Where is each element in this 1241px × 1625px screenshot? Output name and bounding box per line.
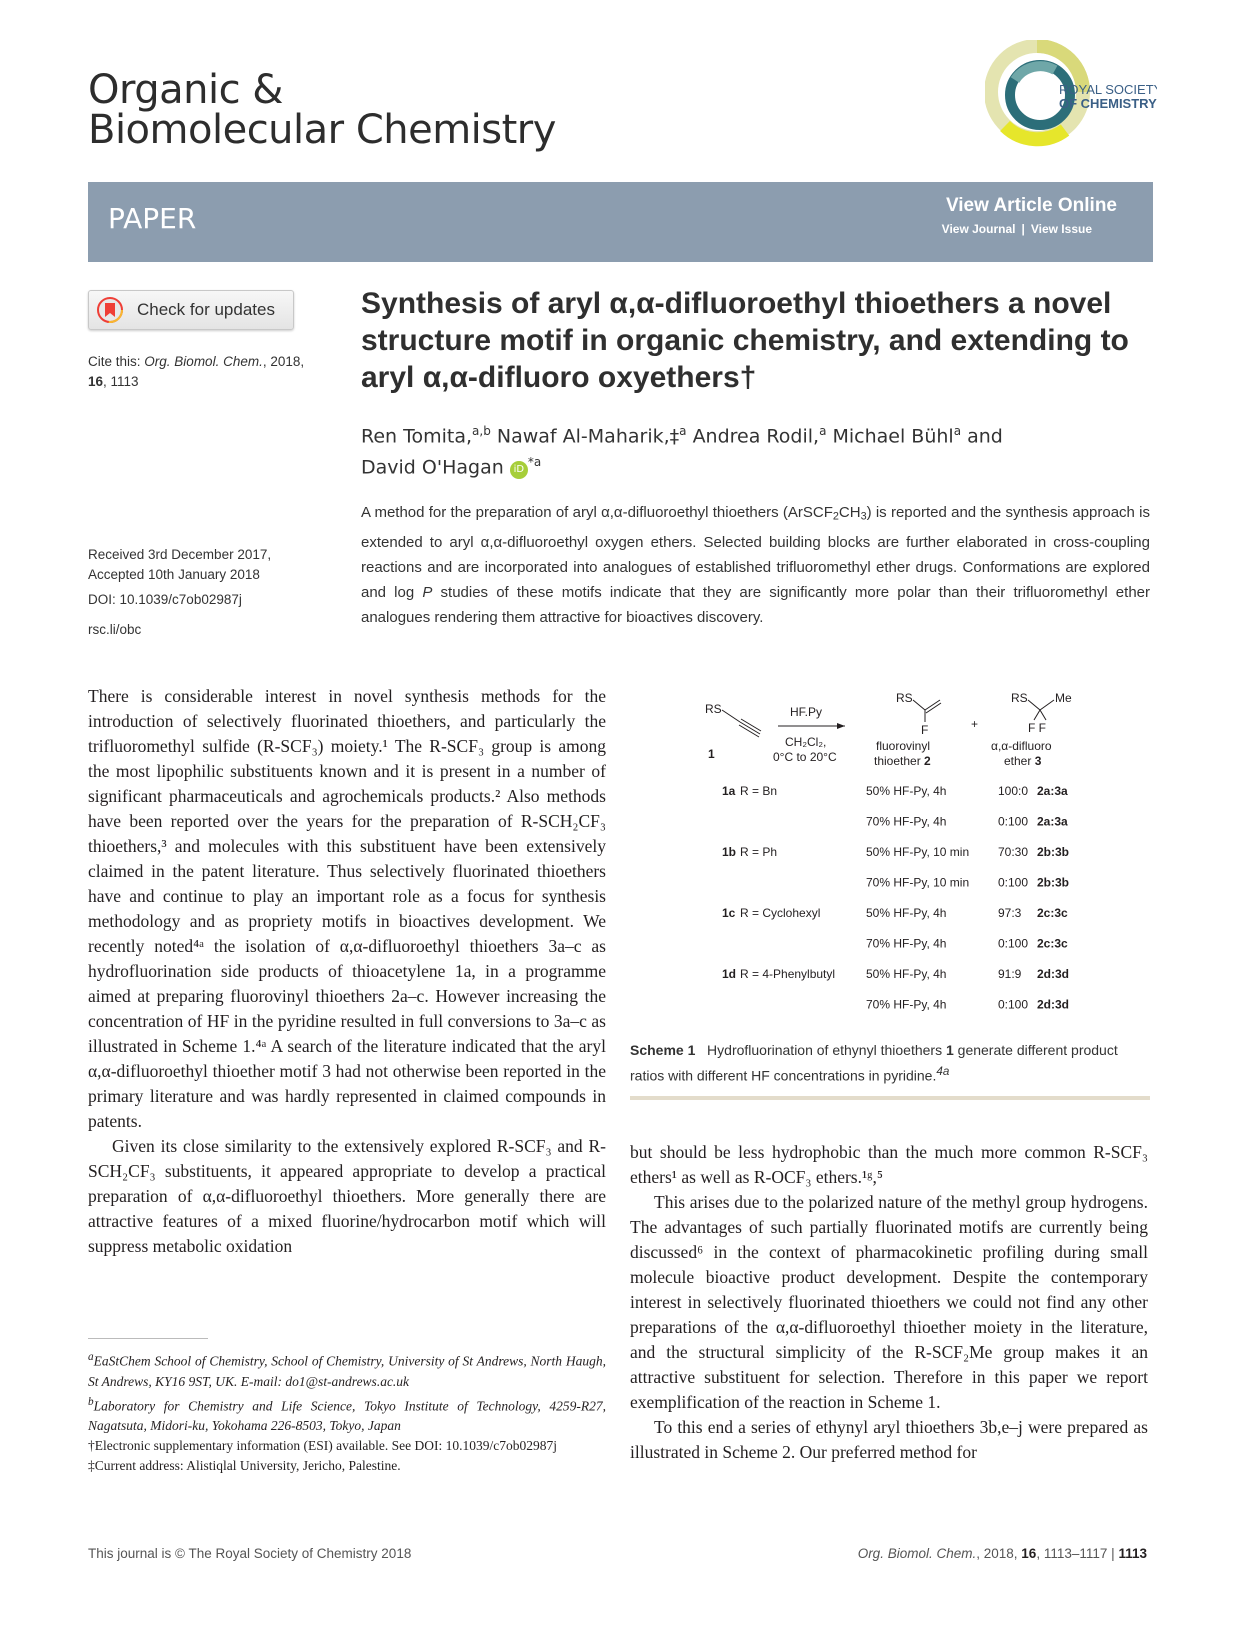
product3-name: α,α-difluoro	[991, 739, 1052, 753]
footnote-divider	[88, 1338, 208, 1339]
body-paragraph: but should be less hydrophobic than the much more common R-SCF₃ ethers¹ as well as R-OCF₃ ethers.¹ᵍ,⁵	[630, 1142, 1148, 1187]
product3-name-2	[1004, 754, 1042, 768]
rsc-logo[interactable]	[985, 40, 1157, 152]
abstract-logp: P	[422, 583, 433, 601]
row-products: 2a:3a	[1037, 784, 1068, 798]
reactant-label: RS	[705, 702, 722, 716]
row-conditions: 50% HF-Py, 4h	[866, 967, 947, 981]
author: Nawaf Al-Maharik,‡	[496, 425, 680, 448]
row-compound: 1d	[722, 967, 737, 981]
body-paragraph: This arises due to the polarized nature of the methyl group hydrogens. The advantages of such partially fluorinated motifs are currently being discussed⁶ in the context of pharmacokinetic profiling during small molecule bioactive product development. Despite the contemporary interest in selectively fluorinated thioethers we could not find any other preparations of the α,α-difluoroethyl thioether moiety in the literature, and the structural simplicity of the R-SCF₂Me group makes it an attractive substituent for selection. Therefore in this paper we report exemplification of the reaction in Scheme 1.	[630, 1192, 1148, 1412]
row-products: 2d:3d	[1037, 967, 1070, 981]
product2-name: fluorovinyl	[876, 739, 931, 753]
product2-number: 2	[924, 754, 931, 768]
check-for-updates-button[interactable]	[88, 290, 294, 330]
page-number: 1113	[1118, 1546, 1147, 1561]
row-products: 2c:3c	[1037, 906, 1068, 920]
body-left-column	[88, 684, 606, 1259]
product2-fluorine: F	[921, 723, 929, 737]
citation	[88, 352, 338, 392]
row-conditions: 70% HF-Py, 4h	[866, 814, 947, 829]
orcid-icon[interactable]: iD	[510, 461, 528, 479]
scheme-caption	[630, 1040, 1150, 1087]
row-conditions: 70% HF-Py, 10 min	[866, 875, 970, 890]
row-ratio: 0:100	[998, 814, 1029, 829]
crossmark-icon	[97, 297, 123, 323]
author: Michael Bühl	[832, 425, 954, 448]
caption-text: Hydrofluorination of ethynyl thioethers	[707, 1042, 943, 1058]
check-for-updates-label: Check for updates	[137, 300, 275, 319]
cite-volume: 16	[88, 374, 104, 389]
body-paragraph: There is considerable interest in novel synthesis methods for the introduction of selectively fluorinated thioethers, and particularly the trifluoromethyl sulfide (R-SCF₃) moiety.¹ The R-SCF₃ group is among the most lipophilic substituents known and it is present in a number of significant pharmaceuticals and agrochemicals products.² Also methods have been reported over the years for the preparation of R-SCH₂CF₃ thioethers,³ and molecules with this substituent have been extensively claimed in the patent literature. Thus selectively fluorinated thioethers have and continue to play an important role as a focus for synthesis methodology and as propriety motifs in bioactives development. We recently noted⁴ᵃ the isolation of α,α-difluoroethyl thioethers 3a–c as hydrofluorination side products of thioacetylene 1a, in a programme aimed at preparing fluorovinyl thioethers 2a–c. However increasing the concentration of HF in the pyridine resulted in full conversions to 3a–c as illustrated in Scheme 1.⁴ᵃ A search of the literature indicated that the aryl α,α-difluoroethyl thioether motif 3 had not otherwise been reported in the primary literature and was hardly represented in claimed compounds in patents.	[88, 686, 606, 1131]
abstract-subscript: 2	[832, 510, 839, 523]
solvent-label: CH₂Cl₂,	[785, 735, 827, 749]
received-dates	[88, 545, 348, 585]
product3-number: 3	[1034, 754, 1042, 768]
logo-line1: ROYAL SOCIETY	[1059, 82, 1157, 97]
body-paragraph: To this end a series of ethynyl aryl thioethers 3b,e–j were prepared as illustrated in Scheme 2. Our preferred method for	[630, 1417, 1148, 1462]
abstract-text: A method for the preparation of aryl α,α-difluoroethyl thioethers (ArSCF	[361, 504, 833, 521]
footer-volume: 16	[1021, 1546, 1037, 1561]
row-ratio: 91:9	[998, 967, 1022, 981]
author-affiliation: a	[679, 424, 687, 438]
sublink-separator: |	[1021, 222, 1025, 236]
row-products: 2d:3d	[1037, 997, 1070, 1012]
journal-short-link[interactable]: rsc.li/obc	[88, 622, 142, 637]
row-ratio: 97:3	[998, 906, 1022, 920]
row-ratio: 0:100	[998, 936, 1029, 951]
footer-journal: Org. Biomol. Chem.	[857, 1546, 977, 1561]
row-r-group: R = Ph	[740, 845, 778, 859]
caption-text-2: generate different product ratios with different HF concentrations in pyridine.	[630, 1042, 1118, 1084]
caption-compound: 1	[945, 1042, 954, 1058]
corresponding-author: David O'Hagan	[361, 456, 504, 479]
author: Andrea Rodil,	[692, 425, 820, 448]
affiliation-b	[88, 1392, 606, 1437]
product2-name-text: thioether	[874, 754, 921, 768]
row-compound: 1a	[722, 784, 736, 798]
abstract-text: studies of these motifs indicate that they are significantly more polar than their trifluoromethyl ether analogues rendering them attractive for bioactives discovery.	[361, 583, 1150, 626]
cite-label: Cite this:	[88, 354, 141, 369]
cite-year: , 2018,	[262, 354, 305, 369]
view-article-online-link[interactable]: View Article Online	[945, 195, 1117, 216]
journal-title-line1: Organic &	[88, 67, 283, 113]
product3-fluorines: F F	[1028, 721, 1046, 735]
section-label: PAPER	[108, 202, 197, 235]
journal-title-line2: Biomolecular Chemistry	[88, 107, 556, 153]
scheme-results-table	[722, 784, 1069, 1012]
scheme-bottom-rule	[630, 1096, 1150, 1100]
cite-journal: Org. Biomol. Chem.	[144, 354, 263, 369]
footer-separator: |	[1111, 1546, 1115, 1561]
view-issue-link[interactable]: View Issue	[1030, 222, 1092, 236]
footnote-text: Laboratory for Chemistry and Life Science, Tokyo Institute of Technology, 4259-R27, Nagatsuta, Midori-ku, Yokohama 226-8503, Tokyo, Japan	[88, 1398, 606, 1433]
corresponding-author-affiliation: *a	[527, 455, 542, 470]
row-r-group: R = 4-Phenylbutyl	[740, 967, 836, 981]
row-products: 2b:3b	[1037, 845, 1070, 859]
reagent-label: HF.Py	[790, 705, 823, 719]
footer-citation	[858, 1546, 1147, 1561]
row-conditions: 70% HF-Py, 4h	[866, 997, 947, 1012]
cite-pages: , 1113	[103, 374, 139, 389]
footnotes	[88, 1347, 606, 1476]
doi[interactable]: DOI: 10.1039/c7ob02987j	[88, 592, 242, 607]
row-compound: 1c	[722, 906, 736, 920]
row-ratio: 70:30	[998, 845, 1029, 859]
row-products: 2a:3a	[1037, 814, 1068, 829]
journal-title	[88, 67, 556, 153]
author-affiliation: a	[953, 424, 962, 438]
abstract-text: CH	[838, 504, 861, 521]
product3-rs: RS	[1011, 691, 1028, 705]
esi-footnote: †Electronic supplementary information (ESI) available. See DOI: 10.1039/c7ob02987j	[88, 1438, 557, 1453]
affiliation-a	[88, 1347, 606, 1392]
plus-sign: +	[971, 717, 979, 731]
footer-copyright: This journal is © The Royal Society of Chemistry 2018	[88, 1546, 412, 1561]
footnote-mark: a	[88, 1351, 94, 1363]
product2-rs: RS	[896, 691, 913, 705]
product3-name-text: ether	[1004, 754, 1032, 768]
row-products: 2c:3c	[1037, 936, 1068, 951]
row-r-group: R = Cyclohexyl	[740, 906, 821, 920]
row-conditions: 50% HF-Py, 4h	[866, 784, 947, 798]
view-journal-link[interactable]: View Journal	[941, 222, 1016, 236]
logo-line2: OF CHEMISTRY	[1059, 96, 1157, 111]
received-date: Received 3rd December 2017,	[88, 547, 272, 562]
author-conjunction: and	[967, 425, 1003, 448]
row-conditions: 50% HF-Py, 10 min	[866, 845, 970, 859]
row-products: 2b:3b	[1037, 875, 1070, 890]
body-paragraph: Given its close similarity to the extensively explored R-SCF₃ and R-SCH₂CF₃ substituents, it appeared appropriate to develop a practical preparation of α,α-difluoroethyl thioethers. More generally there are attractive features of a mixed fluorine/hydrocarbon motif which will suppress metabolic oxidation	[88, 1136, 606, 1256]
author-affiliation: a	[819, 424, 827, 438]
product3-me: Me	[1055, 691, 1072, 705]
abstract	[361, 500, 1150, 630]
row-ratio: 0:100	[998, 875, 1029, 890]
banner-sublinks	[939, 222, 1095, 236]
footnote-mark: b	[88, 1395, 94, 1408]
row-conditions: 50% HF-Py, 4h	[866, 906, 947, 920]
abstract-text: ) is reported and the synthesis approach is extended to aryl α,α-difluoroethyl oxygen ethers. Selected building blocks are further elaborated in cross-coupling reactions and are incorporated into analogues of established trifluoromethyl ether drugs. Conformations are explored and log	[361, 504, 1150, 601]
author-list	[361, 418, 1131, 481]
rsc-logo-icon	[985, 40, 1157, 152]
footer-year: , 2018,	[976, 1546, 1018, 1561]
article-title: Synthesis of aryl α,α-difluoroethyl thioethers a novel structure motif in organic chemistry, and extending to aryl α,α-difluoro oxyethers†	[361, 287, 1129, 394]
scheme-1-graphic	[630, 680, 1150, 1040]
product2-name-2	[874, 754, 931, 768]
row-r-group: R = Bn	[740, 784, 778, 798]
body-right-column	[630, 1140, 1148, 1465]
current-address-footnote: ‡Current address: Alistiqlal University, Jericho, Palestine.	[88, 1458, 401, 1473]
row-conditions: 70% HF-Py, 4h	[866, 936, 947, 951]
row-ratio: 0:100	[998, 997, 1029, 1012]
accepted-date: Accepted 10th January 2018	[88, 567, 260, 582]
scheme-1	[630, 680, 1150, 1040]
author: Ren Tomita,	[361, 425, 473, 448]
abstract-subscript: 3	[860, 510, 867, 523]
paper-banner	[88, 182, 1153, 262]
author-affiliation: a,b	[472, 424, 491, 438]
footnote-text: EaStChem School of Chemistry, School of Chemistry, University of St Andrews, North Haugh, St Andrews, KY16 9ST, UK. E-mail: do1@st-andrews.ac.uk	[88, 1353, 606, 1389]
row-ratio: 100:0	[998, 784, 1029, 798]
caption-label: Scheme 1	[630, 1042, 696, 1058]
caption-ref: 4a	[936, 1065, 950, 1078]
reactant-number: 1	[708, 747, 715, 761]
footer-pages: , 1113–1117	[1036, 1546, 1108, 1561]
row-compound: 1b	[722, 845, 737, 859]
temperature-label: 0°C to 20°C	[773, 750, 837, 764]
